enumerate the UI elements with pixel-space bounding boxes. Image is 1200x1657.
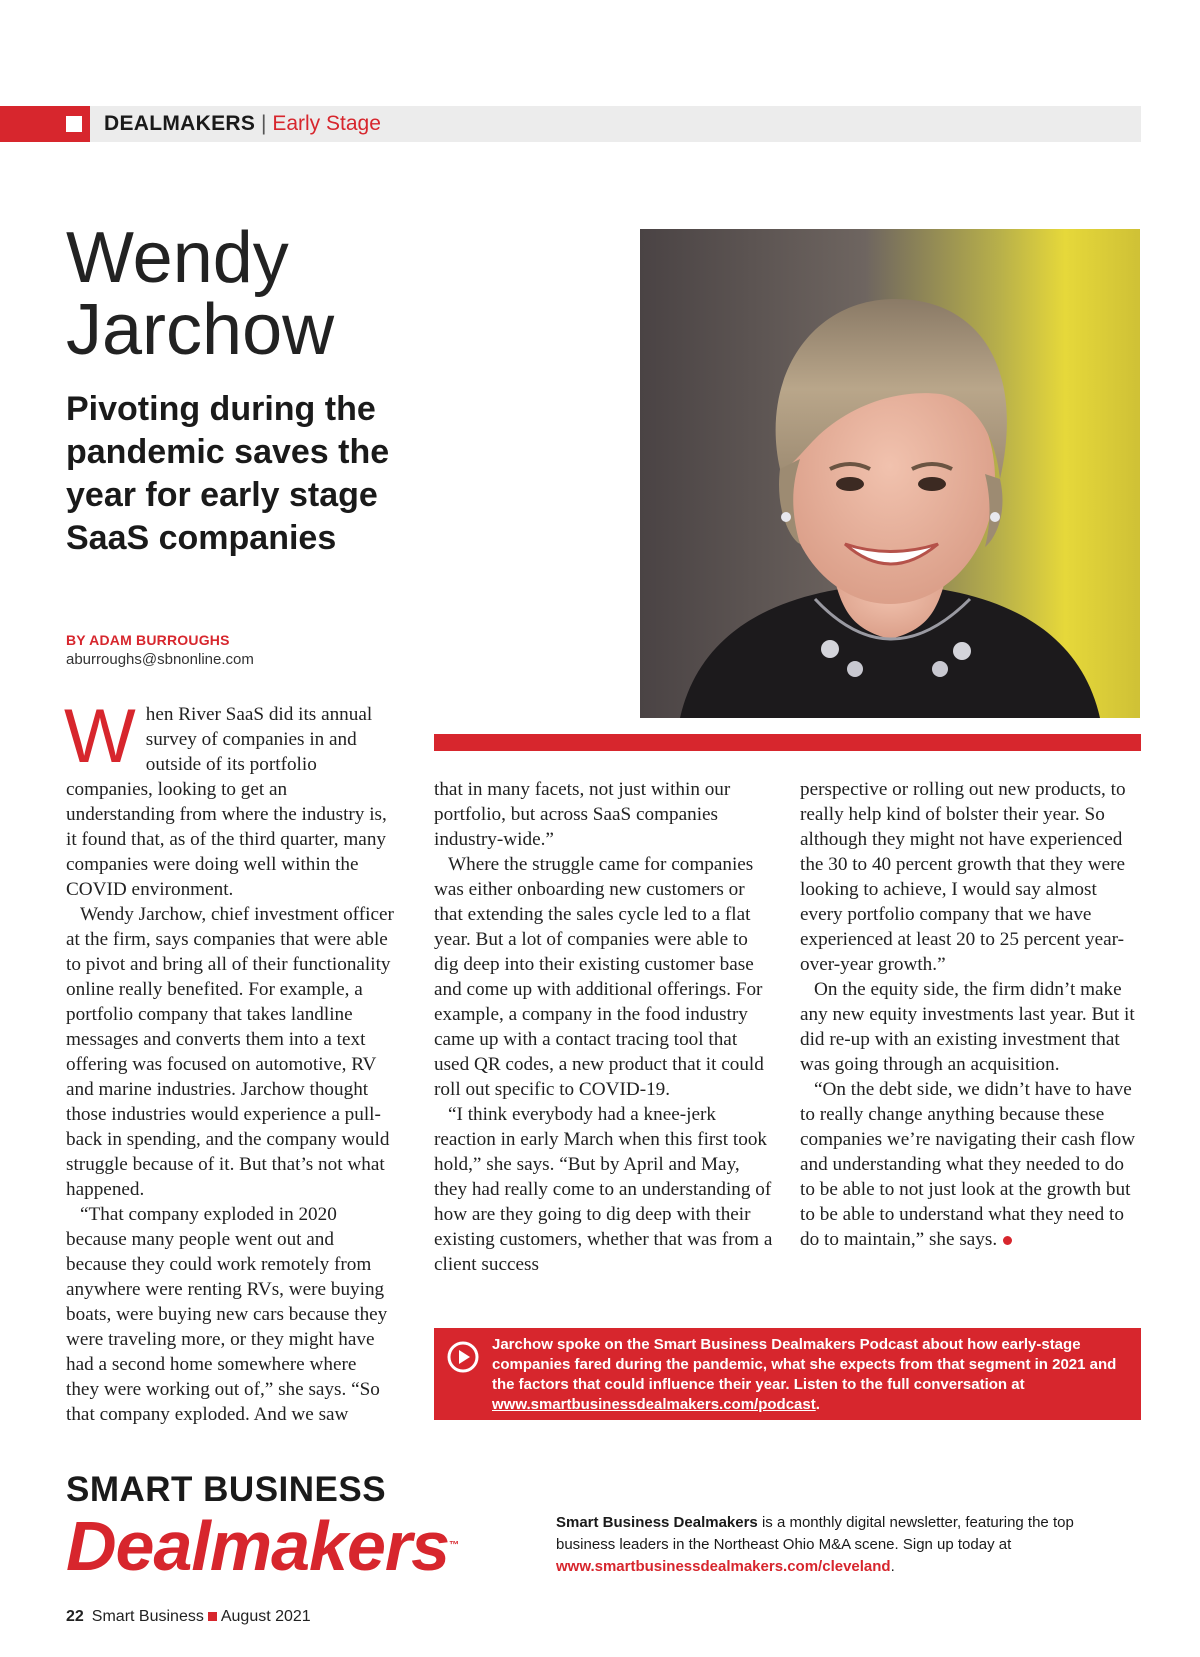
article-headline: Pivoting during the pandemic saves the year for early stage SaaS companies xyxy=(66,390,390,557)
name-line2: Jarchow xyxy=(66,290,335,370)
paragraph: that in many facets, not just within our portfolio, but across SaaS companies industry-wide.” xyxy=(434,779,731,850)
end-mark-icon xyxy=(1003,1236,1012,1245)
paragraph: hen River SaaS did its annual survey of companies in and outside of its portfolio companies, looking to get an understanding from where the industry is, it found that, as of the third quarter, many companies were doing well within the COVID environment. xyxy=(66,704,387,900)
paragraph: Wendy Jarchow, chief investment officer at the firm, says companies that were able to pivot and bring all of their functionality online really benefited. For example, a portfolio company that takes landline messages and converts them into a text offering was focused on automotive, RV and marine industries. Jarchow thought those industries would experience a pull-back in spending, and the company would struggle because of it. But that’s not what happened. xyxy=(66,904,394,1200)
podcast-callout xyxy=(434,1328,1141,1420)
podcast-copy: Jarchow spoke on the Smart Business Dealmakers Podcast about how early-stage companies fared during the pandemic, what she expects from that segment in 2021 and the factors that could influence their year. Listen to the full conversation at xyxy=(492,1336,1117,1393)
paragraph: perspective or rolling out new products, to really help kind of bolster their year. So although they might not have experienced the 30 to 40 percent growth that they were looking to achieve, I would say almost every portfolio company that we have experienced at least 20 to 25 percent year-over-year growth.” xyxy=(800,779,1126,975)
body-column-2 xyxy=(434,777,774,1277)
paragraph: “I think everybody had a knee-jerk reaction in early March when this first took hold,” she says. “But by April and May, they had really come to an understanding of how are they going to dig deep with their existing customers, whether that was from a client success xyxy=(434,1104,773,1275)
folio-publication: Smart Business xyxy=(91,1608,204,1625)
section-label xyxy=(104,110,381,138)
podcast-end: . xyxy=(815,1396,820,1413)
folio-date: August 2021 xyxy=(220,1608,311,1625)
play-icon[interactable] xyxy=(446,1340,480,1374)
byline: BY ADAM BURROUGHS xyxy=(66,632,230,648)
section-main: DEALMAKERS xyxy=(104,112,256,135)
logo-dealmakers-text: Dealmakers xyxy=(66,1507,450,1585)
portrait-photo xyxy=(640,229,1140,718)
body-column-3 xyxy=(800,777,1141,1252)
paragraph: On the equity side, the firm didn’t make any new equity investments last year. But it did re-up with an existing investment that was going through an acquisition. xyxy=(800,979,1135,1075)
logo-smart-business: SMART BUSINESS xyxy=(66,1470,387,1509)
paragraph-text: “On the debt side, we didn’t have to have to really change anything because these companies we’re navigating their cash flow and understanding what they needed to do to be able to not just look at the growth but to be able to understand what they need to do to maintain,” she says. xyxy=(800,1079,1136,1250)
paragraph xyxy=(800,1077,1141,1252)
page-number: 22 xyxy=(66,1608,84,1625)
article-name xyxy=(66,218,335,370)
drop-cap: W xyxy=(64,694,136,779)
section-separator: | xyxy=(261,112,267,135)
section-square-icon xyxy=(66,116,82,132)
newsletter-copy: is a monthly digital newsletter, featuring the top business leaders in the Northeast Ohio M&A scene. Sign up today at xyxy=(556,1514,1074,1553)
newsletter-brand: Smart Business Dealmakers xyxy=(556,1514,758,1531)
name-line1: Wendy xyxy=(66,218,289,298)
newsletter-end: . xyxy=(890,1558,895,1575)
paragraph: Where the struggle came for companies was either onboarding new customers or that extending the sales cycle led to a flat year. But a lot of companies were able to dig deep into their existing customer base and come up with additional offerings. For example, a company in the food industry came up with a contact tracing tool that used QR codes, a new product that it could roll out specific to COVID-19. xyxy=(434,854,764,1100)
red-divider xyxy=(434,734,1141,751)
section-sub: Early Stage xyxy=(272,112,381,135)
body-column-1 xyxy=(64,694,394,1427)
podcast-link[interactable]: www.smartbusinessdealmakers.com/podcast xyxy=(492,1396,816,1413)
logo-dealmakers xyxy=(66,1507,459,1585)
page-folio xyxy=(66,1608,311,1626)
newsletter-link[interactable]: www.smartbusinessdealmakers.com/cleveland xyxy=(556,1558,891,1575)
paragraph: “That company exploded in 2020 because many people went out and because they could work remotely from anywhere were renting RVs, were buying boats, were buying new cars because they were traveling more, or they might have had a second home somewhere where they were working out of,” she says. “So that company exploded. And we saw xyxy=(66,1204,388,1425)
newsletter-promo xyxy=(556,1512,1136,1578)
folio-square-icon xyxy=(208,1612,217,1621)
author-email[interactable]: aburroughs@sbnonline.com xyxy=(66,651,254,668)
podcast-text xyxy=(492,1335,1127,1415)
trademark: ™ xyxy=(449,1540,459,1551)
